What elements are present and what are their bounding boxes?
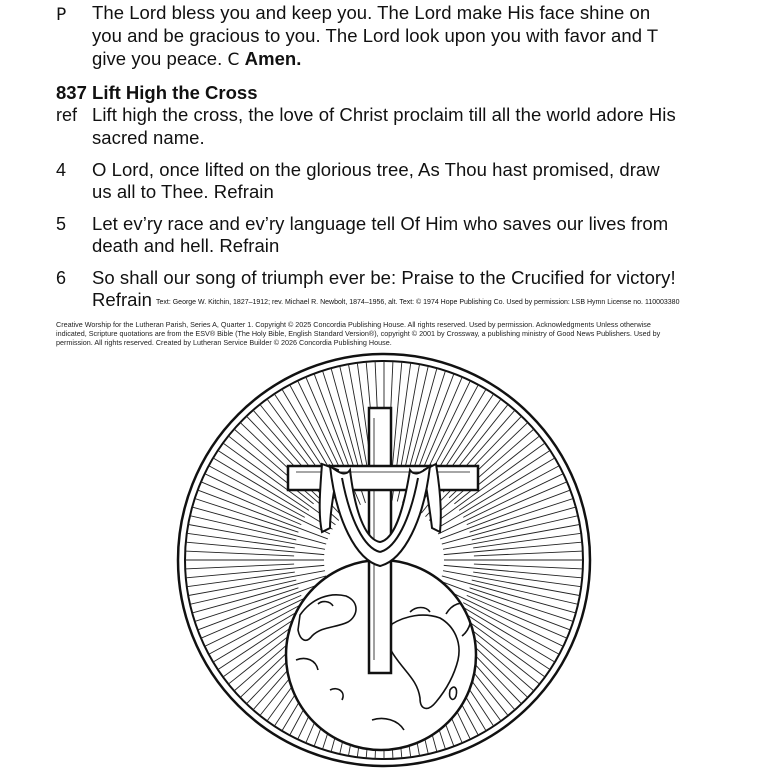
copyright-line-3: permission. All rights reserved. Created by Lutheran Service Builder © 2026 Concordia Publishing House.: [56, 338, 392, 347]
stanza-5-line-2: death and hell. Refrain: [92, 235, 280, 256]
speaker-marker-pastor: P: [56, 5, 67, 25]
refrain-line-2: sacred name.: [92, 127, 205, 148]
stanza-number: 5: [56, 214, 67, 234]
stanza-number: 6: [56, 268, 67, 288]
stanza-4-line-1: O Lord, once lifted on the glorious tree, As Thou hast promised, draw: [92, 159, 660, 180]
amen-response: Amen.: [244, 48, 302, 69]
hymn-number: 837: [56, 82, 87, 103]
stanza-6-line-1: So shall our song of triumph ever be: Praise to the Crucified for victory!: [92, 267, 676, 288]
blessing-line-3-text: give you peace.: [92, 48, 228, 69]
copyright-line-2: indicated, Scripture quotations are from the ESV® Bible (The Holy Bible, English Standard Version®), copyright © 2001 by Crossway, a publishing ministry of Good News Publishers. Used by: [56, 329, 661, 338]
refrain-line-1: Lift high the cross, the love of Christ proclaim till all the world adore His: [92, 104, 676, 125]
hymn-title: Lift High the Cross: [92, 82, 258, 103]
stanza-number: 4: [56, 160, 67, 180]
blessing-line-1: The Lord bless you and keep you. The Lord make His face shine on: [92, 2, 651, 23]
speaker-marker-together: T: [647, 27, 658, 47]
refrain-marker: ref: [56, 105, 78, 125]
blessing-line-2-text: you and be gracious to you. The Lord look upon you with favor and: [92, 25, 648, 46]
speaker-marker-congregation: C: [227, 50, 240, 70]
stanza-4-line-2: us all to Thee. Refrain: [92, 181, 274, 202]
copyright-line-1: Creative Worship for the Lutheran Parish, Series A, Quarter 1. Copyright © 2025 Concordia Publishing House. All rights reserved. Used by permission. Acknowledgments Unless otherwise: [56, 320, 651, 329]
stanza-6-refrain: Refrain: [92, 289, 152, 310]
stanza-5-line-1: Let ev’ry race and ev’ry language tell Of Him who saves our lives from: [92, 213, 669, 234]
hymn-credit: Text: George W. Kitchin, 1827–1912; rev. Michael R. Newbolt, 1874–1956, alt. Text: © 1974 Hope Publishing Co. Used by permission: LSB Hymn License no. 110003380: [156, 299, 680, 306]
